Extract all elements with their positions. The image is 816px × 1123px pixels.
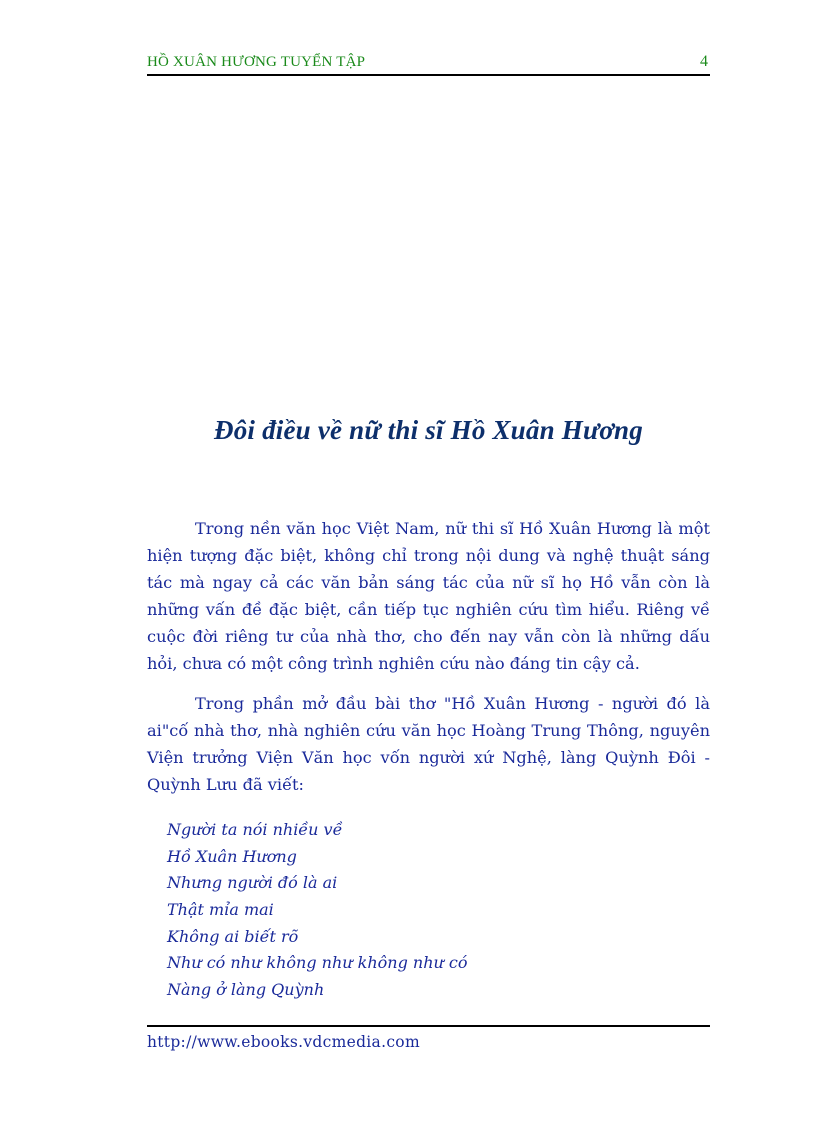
poem-line: Thật mỉa mai <box>167 900 274 920</box>
paragraph-intro: Trong nền văn học Việt Nam, nữ thi sĩ Hồ Xuân Hương là một hiện tượng đặc biệt, không chỉ trong nội dung và nghệ thuật sáng tác mà ngay cả các văn bản sáng tác của nữ sĩ họ Hồ vẫn còn là những vấn đề đặc biệt, cần tiếp tục nghiên cứu tìm hiểu. Riêng về cuộc đời riêng tư của nhà thơ, cho đến nay vẫn còn là những dấu hỏi, chưa có một công trình nghiên cứu nào đáng tin cậy cả. <box>147 519 710 673</box>
poem-excerpt <box>167 817 468 1004</box>
poem-line: Người ta nói nhiều về <box>167 820 343 839</box>
footer-url-link[interactable]: http://www.ebooks.vdcmedia.com <box>147 1033 420 1051</box>
paragraph-quote-intro: Trong phần mở đầu bài thơ "Hồ Xuân Hương - người đó là ai"cố nhà thơ, nhà nghiên cứu văn học Hoàng Trung Thông, nguyên Viện trưởng Viện Văn học vốn người xứ Nghệ, làng Quỳnh Đôi - Quỳnh Lưu đã viết: <box>147 694 710 794</box>
article-heading: Đôi điều về nữ thi sĩ Hồ Xuân Hương <box>214 415 643 445</box>
poem-line: Như có như không như không như có <box>167 953 468 973</box>
page-number: 4 <box>700 53 708 70</box>
book-title: HỒ XUÂN HƯƠNG TUYỂN TẬP <box>147 54 366 70</box>
poem-line: Nhưng người đó là ai <box>167 873 338 893</box>
footer-divider <box>147 1025 710 1027</box>
page-header <box>147 52 710 74</box>
poem-line: Không ai biết rõ <box>167 926 299 946</box>
poem-line: Hồ Xuân Hương <box>167 846 297 866</box>
poem-line: Nàng ở làng Quỳnh <box>167 980 325 1000</box>
header-divider <box>147 74 710 76</box>
